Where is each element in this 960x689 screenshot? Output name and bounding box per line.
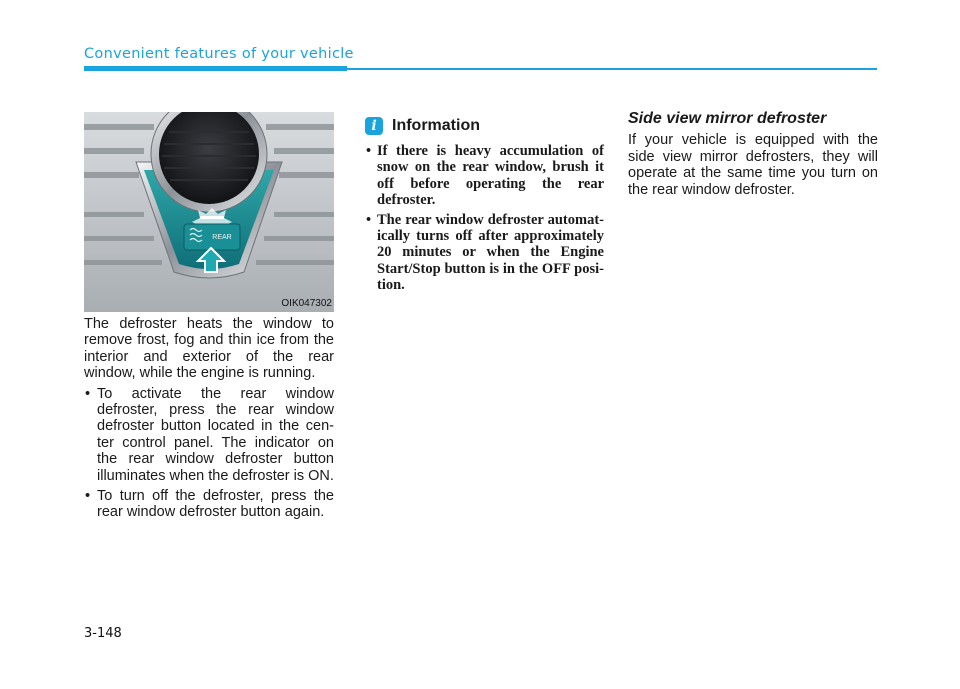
defroster-description-column xyxy=(84,316,334,521)
information-header xyxy=(365,115,604,137)
information-list xyxy=(365,143,604,294)
header-rule-thin xyxy=(347,68,877,70)
defroster-steps-list xyxy=(84,386,334,521)
header-rule-thick xyxy=(84,66,347,71)
defroster-intro-paragraph: The defroster heats the window to remove frost, fog and thin ice from the interior and exterior of the rear window, while the engine is running. xyxy=(84,316,334,382)
defroster-panel-drawing xyxy=(84,112,334,312)
info-icon: i xyxy=(365,117,383,135)
header-title: Convenient features of your vehicle xyxy=(84,46,354,62)
rear-defroster-illustration xyxy=(84,112,334,312)
figure-code: OIK047302 xyxy=(281,298,332,309)
page-number: 3-148 xyxy=(84,626,122,641)
information-title: Information xyxy=(392,116,480,134)
list-item: • To turn off the defroster, press the rear window defroster button again. xyxy=(84,488,334,521)
list-item: • If there is heavy accumulation of snow on the rear window, brush it off before operating the rear defroster. xyxy=(365,143,604,209)
information-box xyxy=(365,115,604,294)
list-item: • To activate the rear window defroster, press the rear window defroster button located in the cen-ter control panel. The indicator on the rear window defroster button illuminates when the defroster is ON. xyxy=(84,386,334,484)
rear-button-label: REAR xyxy=(212,234,232,241)
side-mirror-section xyxy=(628,111,878,198)
side-mirror-paragraph: If your vehicle is equipped with the side view mirror defrosters, they will operate at the same time you turn on the rear window defroster. xyxy=(628,132,878,198)
side-mirror-title: Side view mirror defroster xyxy=(628,110,827,127)
list-item: • The rear window defroster automat-ically turns off after approximately 20 minutes or when the Engine Start/Stop button is in the OFF posi-tion. xyxy=(365,212,604,294)
